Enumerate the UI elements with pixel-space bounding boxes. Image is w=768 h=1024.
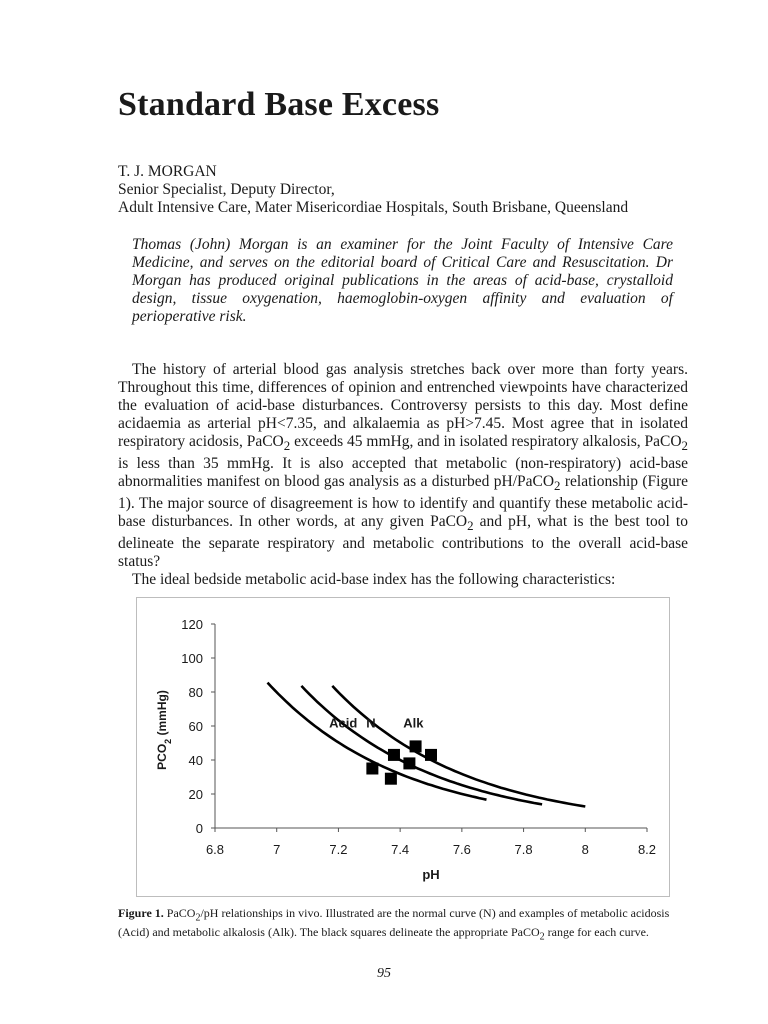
author-affiliation: Adult Intensive Care, Mater Misericordiae Hospitals, South Brisbane, Queensland xyxy=(118,199,629,216)
y-axis-label: $PCO_2$ (mmHg) xyxy=(155,690,173,770)
x-tick-label: 7.6 xyxy=(452,842,471,857)
curve-n xyxy=(301,686,542,805)
x-tick-label: 7.8 xyxy=(514,842,533,857)
author-block xyxy=(118,163,628,217)
y-tick-label: 60 xyxy=(188,719,203,734)
chart-labels xyxy=(329,716,424,731)
paragraph-1: The history of arterial blood gas analysis stretches back over more than forty years. Throughout this time, differences of opinion and entrenched viewpoints have characterized the evaluation of acid-base disturbances. Controversy persists to this day. Most define acidaemia as arterial pH<7.35, and alkalaemia as pH>7.45. Most agree that in isolated respiratory acidosis, PaCO$_2$ exceeds 45 mmHg, and in isolated respiratory alkalosis, PaCO$_2$ is less than 35 mmHg. It is also accepted that metabolic (non-respiratory) acid-base abnormalities manifest on blood gas analysis as a disturbed pH/PaCO$_2$ relationship (Figure 1). The major source of disagreement is how to identify and quantify these metabolic acid-base disturbances. In other words, at any given PaCO$_2$ and pH, what is the best tool to delineate the separate respiratory and metabolic contributions to the overall acid-base status? xyxy=(118,361,689,571)
y-tick-label: 20 xyxy=(188,787,203,802)
marker-n xyxy=(403,757,415,769)
x-tick-label: 8.2 xyxy=(637,842,657,857)
body-text xyxy=(118,361,688,589)
paco2-ph-chart xyxy=(137,598,671,898)
marker-alk xyxy=(425,749,437,761)
y-tick-label: 40 xyxy=(188,753,203,768)
x-axis-label: pH xyxy=(422,867,440,882)
author-bio: Thomas (John) Morgan is an examiner for the Joint Faculty of Intensive Care Medicine, and serves on the editorial board of Critical Care and Resuscitation. Dr Morgan has produced original publications in the areas of acid-base, crystalloid design, tissue oxygenation, haemoglobin-oxygen affinity and evaluation of perioperative risk. xyxy=(132,236,673,325)
article-title: Standard Base Excess xyxy=(118,86,440,123)
marker-acid xyxy=(385,773,397,785)
curve-label-alk: Alk xyxy=(403,715,424,731)
y-tick-label: 100 xyxy=(181,651,203,666)
curve-alk xyxy=(332,686,585,807)
marker-n xyxy=(388,749,400,761)
author-name: T. J. MORGAN xyxy=(118,163,217,180)
page-number: 95 xyxy=(377,966,391,981)
x-tick-label: 7.2 xyxy=(329,842,348,857)
y-tick-label: 0 xyxy=(195,821,203,836)
chart-curves xyxy=(268,683,586,807)
x-tick-label: 7 xyxy=(273,842,281,857)
chart-axes xyxy=(181,617,656,857)
marker-alk xyxy=(410,740,422,752)
figure-1 xyxy=(136,597,670,897)
figure-caption: Figure 1. PaCO$_2$/pH relationships in vivo. Illustrated are the normal curve (N) and examples of metabolic acidosis (Acid) and metabolic alkalosis (Alk). The black squares delineate the appropriate PaCO$_2$ range for each curve. xyxy=(118,906,670,943)
y-tick-label: 120 xyxy=(181,617,203,632)
curve-label-n: N xyxy=(366,715,376,731)
x-tick-label: 7.4 xyxy=(391,842,410,857)
author-role: Senior Specialist, Deputy Director, xyxy=(118,181,335,198)
x-tick-label: 6.8 xyxy=(205,842,225,857)
paragraph-2: The ideal bedside metabolic acid-base index has the following characteristics: xyxy=(132,571,616,589)
curve-label-acid: Acid xyxy=(329,715,358,731)
y-tick-label: 80 xyxy=(188,685,203,700)
x-tick-label: 8 xyxy=(581,842,589,857)
marker-acid xyxy=(366,763,378,775)
